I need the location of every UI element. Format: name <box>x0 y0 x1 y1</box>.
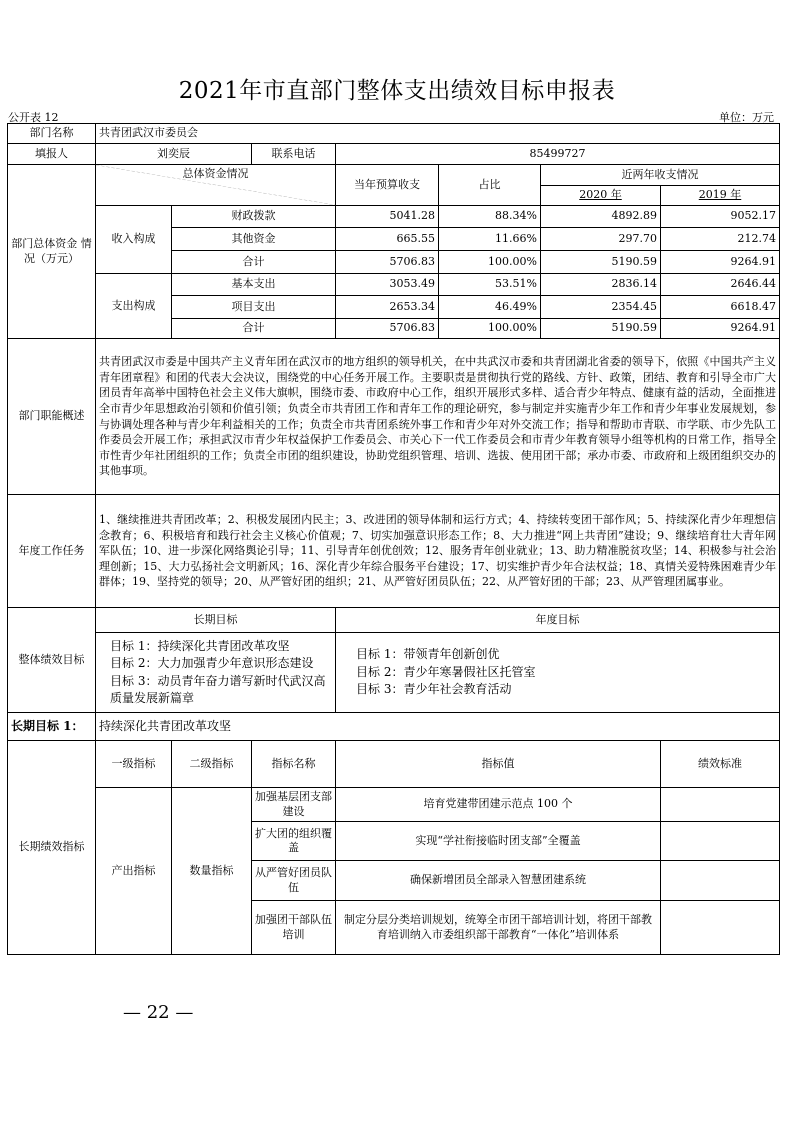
page-title: 2021年市直部门整体支出绩效目标申报表 <box>178 78 616 104</box>
ratio-header: 占比 <box>439 165 541 206</box>
annual-label: 年度工作任务 <box>8 495 96 608</box>
main-table <box>7 123 780 955</box>
annual-text: 1、继续推进共青团改革；2、积极发展团内民主；3、改进团的领导体制和运行方式；4、持续转变团干部作风；5、持续深化青少年理想信念教育；6、积极培育和践行社会主义核心价值观；7、切实加强意识形态工作；8、大力推进“网上共青团”建设；9、继续培育壮大青年网军队伍；10、进一步深化网络舆论引导；11、引导青年创优创效；12、服务青年创业就业；13、助力精准脱贫攻坚；14、积极参与社会治理创新；15、大力弘扬社会文明新风；16、深化青少年综合服务平台建设；17、切实维护青少年合法权益；18、真情关爱特殊困难青少年群体；19、坚持党的领导；20、从严管好团的组织；21、从严管好团员队伍；22、从严管好团的干部；23、从严管理团属事业。 <box>96 495 780 608</box>
annual-goal-item: 目标 3：青少年社会教育活动 <box>356 682 512 697</box>
unit-label: 单位：万元 <box>719 111 774 124</box>
indicator-standard <box>661 901 780 955</box>
expense-ratio: 46.49% <box>439 296 541 319</box>
income-budget: 5706.83 <box>336 251 439 274</box>
year-2019-header: 2019 年 <box>661 186 780 206</box>
expense-budget: 3053.49 <box>336 274 439 296</box>
indicator-name: 加强团干部队伍培训 <box>252 901 336 955</box>
expense-label: 支出构成 <box>96 274 172 339</box>
income-2019: 9264.91 <box>661 251 780 274</box>
long-goal-item: 目标 1：持续深化共青团改革攻坚 <box>110 638 290 653</box>
indicator-standard <box>661 861 780 901</box>
long-term-header: 长期目标 <box>96 608 336 633</box>
expense-2019: 2646.44 <box>661 274 780 296</box>
expense-2020: 2836.14 <box>541 274 661 296</box>
indicator-level1: 产出指标 <box>96 788 172 955</box>
indicator-value: 培育党建带团建示范点 100 个 <box>336 788 661 822</box>
dept-name-value: 共青团武汉市委员会 <box>96 124 780 144</box>
expense-ratio: 100.00% <box>439 319 541 339</box>
annual-goal-item: 目标 1：带领青年创新创优 <box>356 647 500 662</box>
header-value: 指标值 <box>336 741 661 788</box>
indicator-value: 制定分层分类培训规划，统筹全市团干部培训计划，将团干部教育培训纳入市委组织部干部教育“一体化”培训体系 <box>336 901 661 955</box>
indicators-label: 长期绩效指标 <box>8 741 96 955</box>
income-name: 其他资金 <box>172 228 336 251</box>
income-name: 合计 <box>172 251 336 274</box>
header-level2: 二级指标 <box>172 741 252 788</box>
expense-2020: 2354.45 <box>541 296 661 319</box>
indicator-value: 实现“学社衔接临时团支部”全覆盖 <box>336 822 661 861</box>
long-goal-value: 持续深化共青团改革攻坚 <box>96 713 780 741</box>
expense-2019: 9264.91 <box>661 319 780 339</box>
expense-budget: 2653.34 <box>336 296 439 319</box>
budget-header: 当年预算收支 <box>336 165 439 206</box>
long-term-goals <box>96 633 336 713</box>
overall-funding-text: 总体资金情况 <box>182 167 249 180</box>
year-2020-header: 2020 年 <box>541 186 661 206</box>
filer-label: 填报人 <box>8 144 96 165</box>
indicator-name: 从严管好团员队伍 <box>252 861 336 901</box>
recent-header: 近两年收支情况 <box>541 165 780 186</box>
page-number: — 22 — <box>123 1002 194 1023</box>
income-ratio: 11.66% <box>439 228 541 251</box>
overall-funding-header <box>96 165 336 206</box>
expense-2019: 6618.47 <box>661 296 780 319</box>
expense-name: 基本支出 <box>172 274 336 296</box>
dept-name-label: 部门名称 <box>8 124 96 144</box>
income-ratio: 100.00% <box>439 251 541 274</box>
indicator-standard <box>661 788 780 822</box>
expense-budget: 5706.83 <box>336 319 439 339</box>
indicator-name: 加强基层团支部建设 <box>252 788 336 822</box>
long-goal-label: 长期目标 1： <box>8 713 96 741</box>
income-2020: 297.70 <box>541 228 661 251</box>
annual-goal-header: 年度目标 <box>336 608 780 633</box>
header-name: 指标名称 <box>252 741 336 788</box>
header-standard: 绩效标准 <box>661 741 780 788</box>
functions-label: 部门职能概述 <box>8 339 96 495</box>
long-goal-item: 目标 3：动员青年奋力谱写新时代武汉高质量发展新篇章 <box>110 673 326 705</box>
income-budget: 5041.28 <box>336 206 439 228</box>
indicator-level2: 数量指标 <box>172 788 252 955</box>
filer-value: 刘奕辰 <box>96 144 252 165</box>
expense-name: 项目支出 <box>172 296 336 319</box>
functions-text: 共青团武汉市委是中国共产主义青年团在武汉市的地方组织的领导机关，在中共武汉市委和共青团湖北省委的领导下，依照《中国共产主义青年团章程》和团的代表大会决议，围绕党的中心任务开展工作。主要职责是贯彻执行党的路线、方针、政策，团结、教育和引导全市广大团员青年高举中国特色社会主义伟大旗帜，围绕市委、市政府中心工作，组织开展形式多样、适合青少年特点、健康有益的活动，全面推进全市青少年思想政治引领和价值引领；负责全市共青团工作和青年工作的理论研究，参与制定并实施青少年工作和青少年事业发展规划，参与协调处理各种与青少年利益相关的工作；负责全市共青团系统外事工作和青少年对外交流工作；指导和帮助市青联、市学联、市少先队工作委员会开展工作；承担武汉市青少年权益保护工作委员会、市关心下一代工作委员会和市青少年教育领导小组等机构的日常工作，指导全市性青少年社团组织的工作；负责全市团的组织建设，协助党组织管理、培训、选拔、使用团干部；承办市委、市政府和上级团组织交办的其他事项。 <box>96 339 780 495</box>
report-table <box>7 123 779 969</box>
indicator-value: 确保新增团员全部录入智慧团建系统 <box>336 861 661 901</box>
income-ratio: 88.34% <box>439 206 541 228</box>
overall-label: 整体绩效目标 <box>8 608 96 713</box>
expense-ratio: 53.51% <box>439 274 541 296</box>
income-2020: 4892.89 <box>541 206 661 228</box>
annual-goal-item: 目标 2：青少年寒暑假社区托管室 <box>356 664 536 679</box>
expense-name: 合计 <box>172 319 336 339</box>
income-2019: 212.74 <box>661 228 780 251</box>
income-name: 财政拨款 <box>172 206 336 228</box>
indicator-name: 扩大团的组织覆盖 <box>252 822 336 861</box>
income-budget: 665.55 <box>336 228 439 251</box>
long-goal-item: 目标 2：大力加强青少年意识形态建设 <box>110 656 314 671</box>
indicator-standard <box>661 822 780 861</box>
annual-goals <box>336 633 780 713</box>
phone-value: 85499727 <box>336 144 780 165</box>
form-number: 公开表 12 <box>8 111 59 124</box>
phone-label: 联系电话 <box>252 144 336 165</box>
income-label: 收入构成 <box>96 206 172 274</box>
funding-section-label: 部门总体资金 情况（万元） <box>8 165 96 339</box>
expense-2020: 5190.59 <box>541 319 661 339</box>
income-2020: 5190.59 <box>541 251 661 274</box>
income-2019: 9052.17 <box>661 206 780 228</box>
header-level1: 一级指标 <box>96 741 172 788</box>
